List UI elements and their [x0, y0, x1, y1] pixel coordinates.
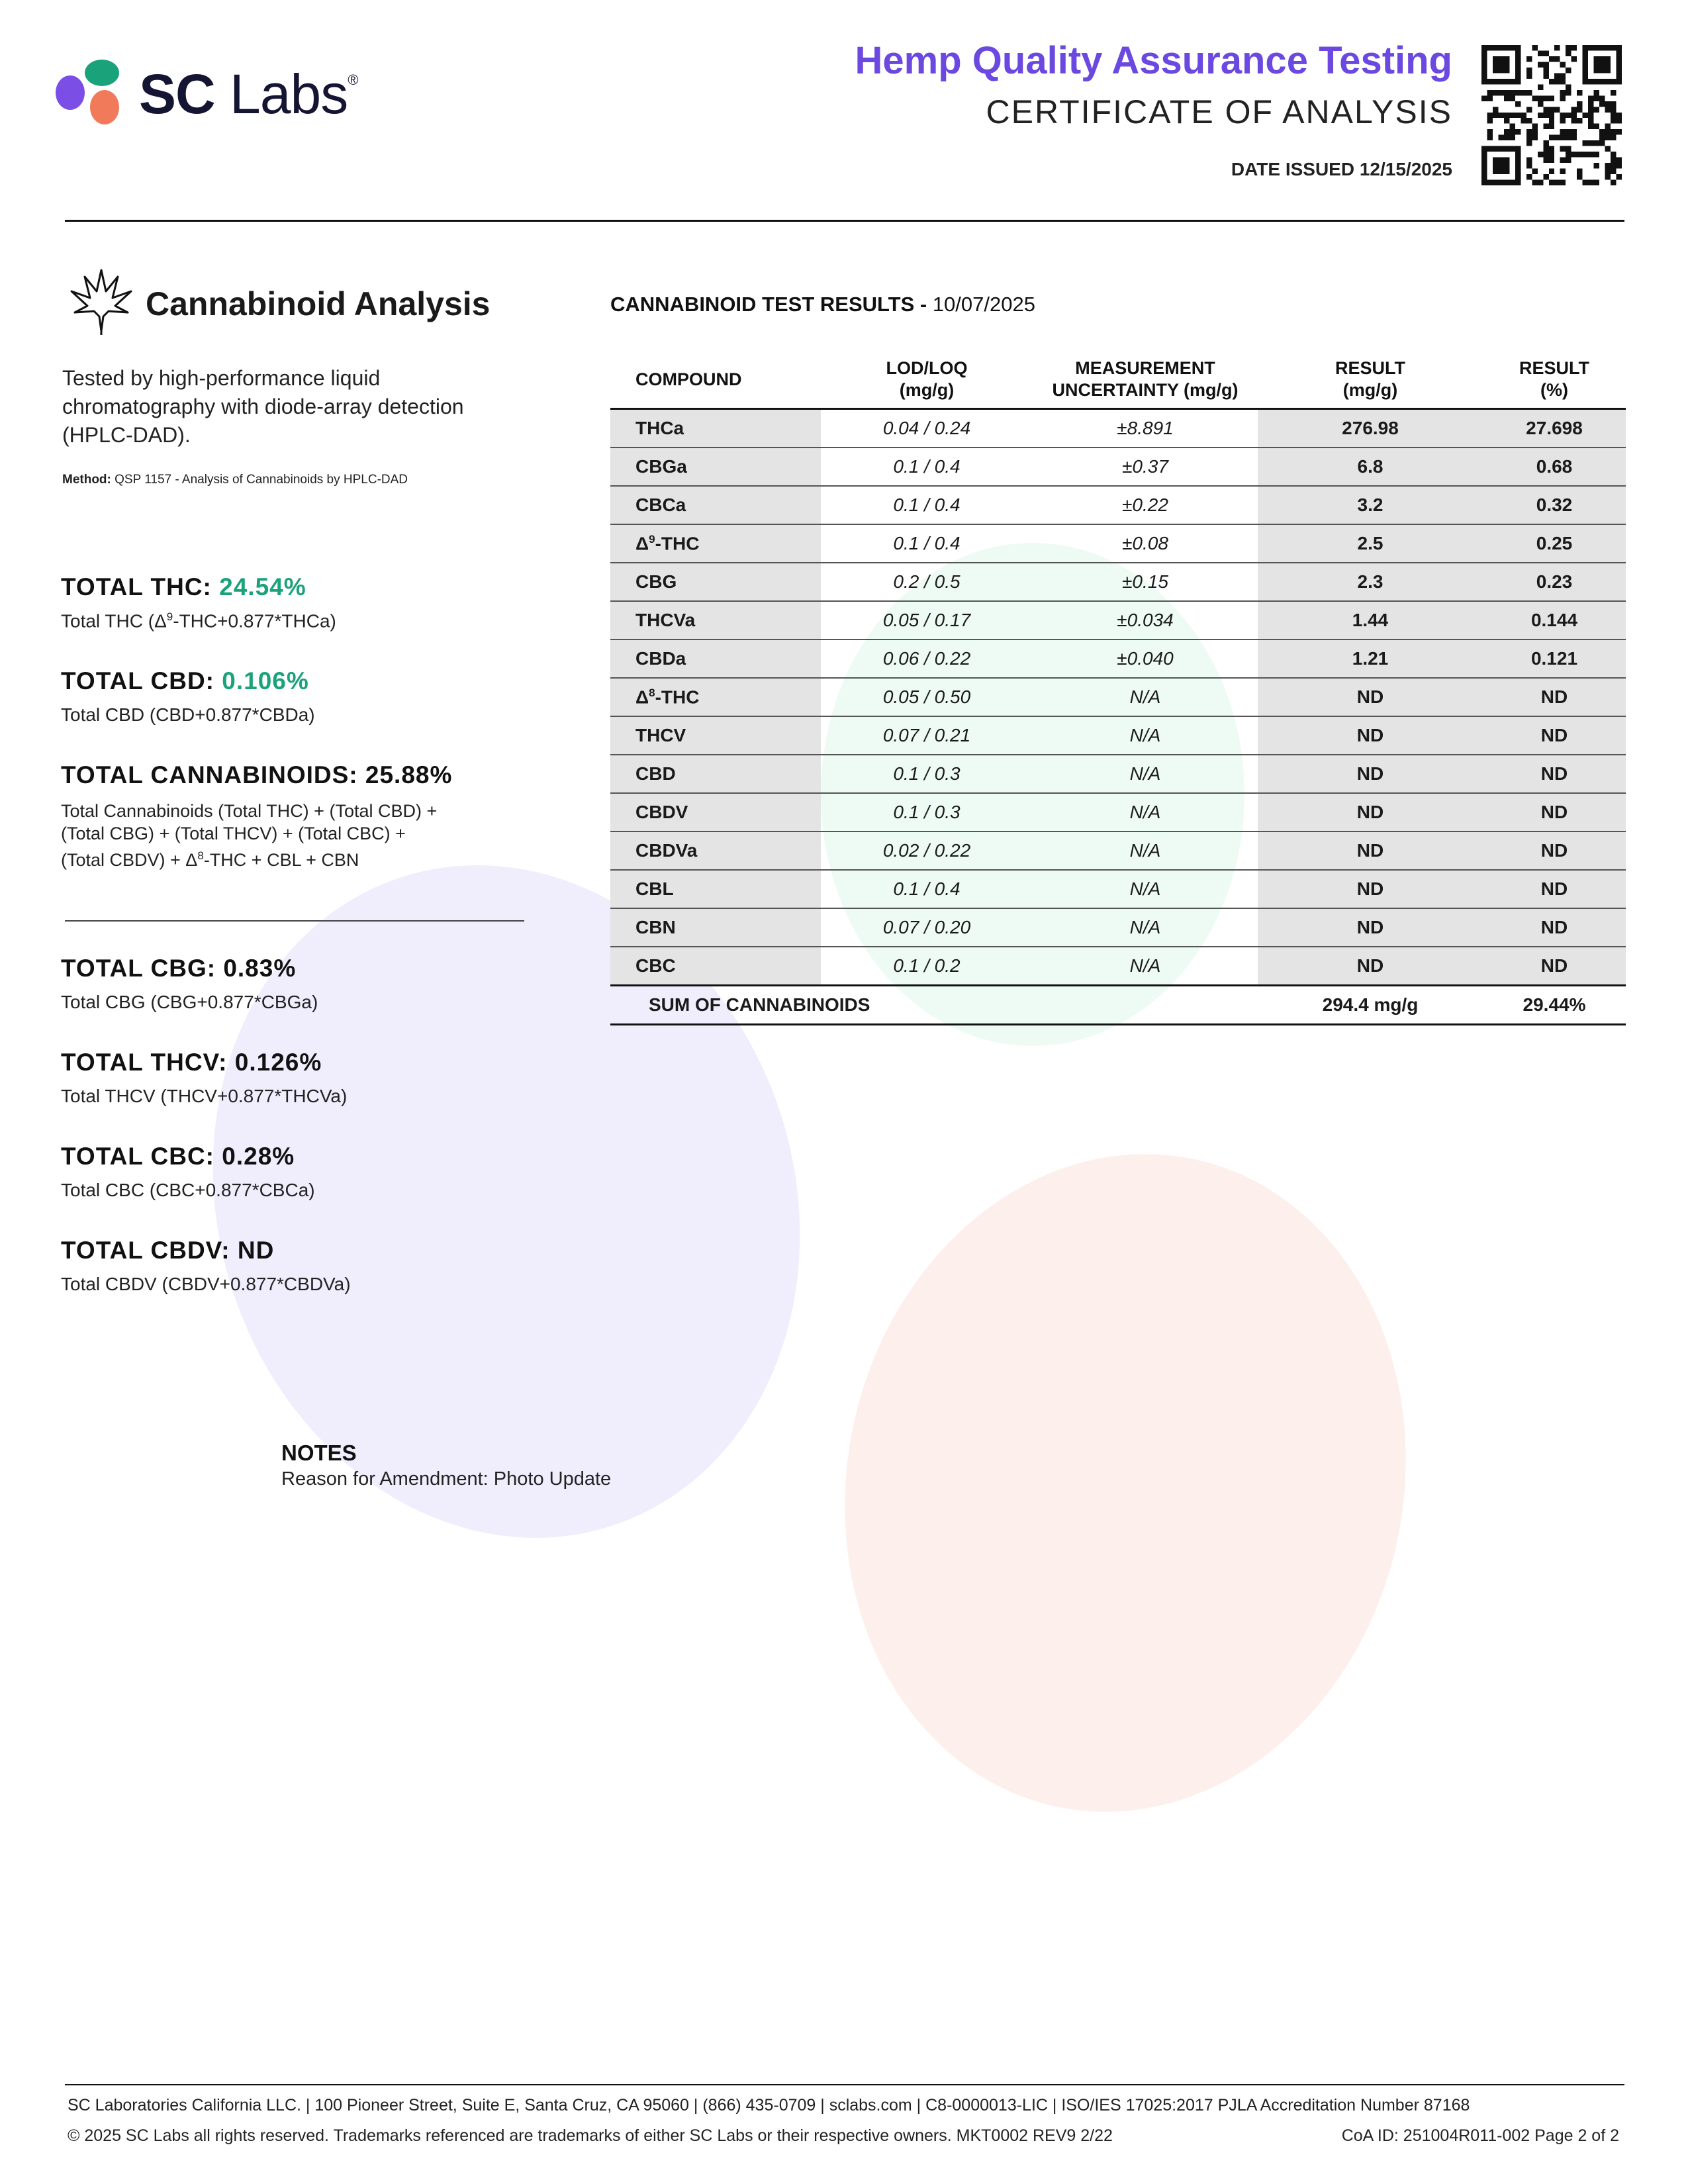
compound-cell: CBCa [610, 486, 821, 524]
table-header-row [610, 351, 1626, 409]
result-mg-cell: ND [1258, 716, 1483, 755]
uncertainty-cell: ±8.891 [1033, 409, 1258, 448]
lodloq-cell: 0.05 / 0.17 [821, 601, 1033, 640]
results-table [610, 351, 1626, 1025]
result-pct-cell: ND [1483, 755, 1626, 793]
table-row [610, 793, 1626, 831]
total-cbg: TOTAL CBG: 0.83% [61, 955, 297, 982]
table-row [610, 409, 1626, 448]
logo-text: SC Labs® [139, 63, 358, 125]
header-divider [65, 220, 1624, 222]
lodloq-cell: 0.06 / 0.22 [821, 640, 1033, 678]
table-row [610, 678, 1626, 716]
total-cbd-formula: Total CBD (CBD+0.877*CBDa) [61, 704, 315, 725]
sum-row [610, 986, 1626, 1025]
footer-divider [65, 2084, 1624, 2085]
uncertainty-cell: ±0.37 [1033, 448, 1258, 486]
compound-cell: CBN [610, 908, 821, 947]
result-pct-cell: ND [1483, 716, 1626, 755]
compound-cell: THCV [610, 716, 821, 755]
table-row [610, 831, 1626, 870]
col-lodloq: LOD/LOQ (mg/g) [886, 358, 968, 400]
table-row [610, 716, 1626, 755]
lodloq-cell: 0.1 / 0.2 [821, 947, 1033, 986]
result-pct-cell: ND [1483, 793, 1626, 831]
uncertainty-cell: N/A [1033, 793, 1258, 831]
lodloq-cell: 0.1 / 0.4 [821, 486, 1033, 524]
table-row [610, 486, 1626, 524]
sum-label: SUM OF CANNABINOIDS [610, 986, 1258, 1025]
uncertainty-cell: N/A [1033, 908, 1258, 947]
result-pct-cell: 0.25 [1483, 524, 1626, 563]
result-mg-cell: 1.21 [1258, 640, 1483, 678]
left-divider [65, 920, 524, 922]
table-row [610, 870, 1626, 908]
result-pct-cell: 0.68 [1483, 448, 1626, 486]
logo-mark-icon [56, 56, 135, 135]
col-compound: COMPOUND [635, 369, 742, 389]
result-pct-cell: ND [1483, 947, 1626, 986]
col-result-pct: RESULT (%) [1519, 358, 1589, 400]
result-mg-cell: 2.5 [1258, 524, 1483, 563]
lodloq-cell: 0.1 / 0.3 [821, 755, 1033, 793]
method-line: Method: QSP 1157 - Analysis of Cannabinoids by HPLC-DAD [62, 473, 408, 487]
notes-heading: NOTES [281, 1441, 357, 1465]
uncertainty-cell: ±0.034 [1033, 601, 1258, 640]
result-mg-cell: ND [1258, 870, 1483, 908]
lodloq-cell: 0.02 / 0.22 [821, 831, 1033, 870]
result-mg-cell: 6.8 [1258, 448, 1483, 486]
lodloq-cell: 0.2 / 0.5 [821, 563, 1033, 601]
result-mg-cell: 276.98 [1258, 409, 1483, 448]
table-row [610, 524, 1626, 563]
sum-mg: 294.4 mg/g [1258, 986, 1483, 1025]
uncertainty-cell: N/A [1033, 947, 1258, 986]
total-cbdv: TOTAL CBDV: ND [61, 1237, 275, 1264]
compound-cell: $\Delta^8$-THC [610, 678, 821, 716]
table-row [610, 601, 1626, 640]
total-cannabinoids: TOTAL CANNABINOIDS: 25.88% [61, 761, 453, 788]
lodloq-cell: 0.1 / 0.4 [821, 870, 1033, 908]
uncertainty-cell: N/A [1033, 755, 1258, 793]
lodloq-cell: 0.07 / 0.20 [821, 908, 1033, 947]
result-pct-cell: ND [1483, 678, 1626, 716]
report-subtitle: CERTIFICATE OF ANALYSIS [986, 93, 1452, 130]
uncertainty-cell: N/A [1033, 870, 1258, 908]
result-pct-cell: 0.32 [1483, 486, 1626, 524]
background-blob-orange [784, 1102, 1466, 1865]
result-mg-cell: ND [1258, 755, 1483, 793]
result-pct-cell: ND [1483, 831, 1626, 870]
compound-cell: THCa [610, 409, 821, 448]
total-cannabinoids-formula: Total Cannabinoids (Total THC) + (Total CBD) + (Total CBG) + (Total THCV) + (Total CBC) + (Total CBDV) + $\Delta^8$-THC + CBL + CBN [61, 801, 438, 870]
compound-cell: CBDa [610, 640, 821, 678]
col-uncertainty: MEASUREMENT UNCERTAINTY (mg/g) [1052, 358, 1239, 400]
lodloq-cell: 0.1 / 0.3 [821, 793, 1033, 831]
table-row [610, 908, 1626, 947]
result-mg-cell: ND [1258, 908, 1483, 947]
date-issued: DATE ISSUED 12/15/2025 [1231, 159, 1452, 179]
uncertainty-cell: N/A [1033, 716, 1258, 755]
result-mg-cell: ND [1258, 831, 1483, 870]
total-cbdv-formula: Total CBDV (CBDV+0.877*CBDVa) [61, 1274, 351, 1294]
total-cbc-formula: Total CBC (CBC+0.877*CBCa) [61, 1180, 315, 1200]
uncertainty-cell: ±0.15 [1033, 563, 1258, 601]
result-mg-cell: ND [1258, 947, 1483, 986]
result-pct-cell: 0.23 [1483, 563, 1626, 601]
col-result-mg: RESULT (mg/g) [1335, 358, 1405, 400]
lodloq-cell: 0.1 / 0.4 [821, 448, 1033, 486]
uncertainty-cell: ±0.22 [1033, 486, 1258, 524]
total-thc-formula: Total THC $(\Delta^9-THC+0.877*THCa)$ [61, 610, 336, 632]
compound-cell: CBDVa [610, 831, 821, 870]
compound-cell: CBDV [610, 793, 821, 831]
footer-address: SC Laboratories California LLC. | 100 Pioneer Street, Suite E, Santa Cruz, CA 95060 | (866) 435-0709 | sclabs.com | C8-0000013-LIC | ISO/IES 17025:2017 PJLA Accreditation Number 87168 [68, 2096, 1470, 2114]
lodloq-cell: 0.04 / 0.24 [821, 409, 1033, 448]
compound-cell: CBGa [610, 448, 821, 486]
table-row [610, 755, 1626, 793]
total-thcv: TOTAL THCV: 0.126% [61, 1049, 322, 1076]
sc-labs-logo [56, 56, 360, 135]
footer-coa-id: CoA ID: 251004R011-002 Page 2 of 2 [1341, 2126, 1619, 2145]
result-mg-cell: 2.3 [1258, 563, 1483, 601]
result-mg-cell: 3.2 [1258, 486, 1483, 524]
result-pct-cell: ND [1483, 908, 1626, 947]
result-pct-cell: ND [1483, 870, 1626, 908]
compound-cell: CBG [610, 563, 821, 601]
table-row [610, 448, 1626, 486]
lodloq-cell: 0.07 / 0.21 [821, 716, 1033, 755]
lodloq-cell: 0.05 / 0.50 [821, 678, 1033, 716]
compound-cell: CBC [610, 947, 821, 986]
compound-cell: $\Delta^9$-THC [610, 524, 821, 563]
compound-cell: CBD [610, 755, 821, 793]
cannabis-leaf-icon [65, 265, 138, 338]
result-pct-cell: 0.121 [1483, 640, 1626, 678]
table-row [610, 640, 1626, 678]
total-thcv-formula: Total THCV (THCV+0.877*THCVa) [61, 1086, 348, 1106]
total-cbc: TOTAL CBC: 0.28% [61, 1143, 295, 1170]
result-mg-cell: ND [1258, 793, 1483, 831]
uncertainty-cell: N/A [1033, 831, 1258, 870]
compound-cell: CBL [610, 870, 821, 908]
table-row [610, 947, 1626, 986]
total-cbg-formula: Total CBG (CBG+0.877*CBGa) [61, 992, 318, 1012]
sum-pct: 29.44% [1483, 986, 1626, 1025]
total-cbd: TOTAL CBD: 0.106% [61, 667, 309, 694]
result-mg-cell: ND [1258, 678, 1483, 716]
section-title: Cannabinoid Analysis [146, 285, 491, 322]
section-description: Tested by high-performance liquid chromatography with diode-array detection (HPLC-DAD). [62, 366, 464, 447]
lodloq-cell: 0.1 / 0.4 [821, 524, 1033, 563]
result-mg-cell: 1.44 [1258, 601, 1483, 640]
total-thc: TOTAL THC: 24.54% [61, 573, 306, 600]
notes-text: Reason for Amendment: Photo Update [281, 1468, 612, 1490]
uncertainty-cell: ±0.040 [1033, 640, 1258, 678]
result-pct-cell: 0.144 [1483, 601, 1626, 640]
result-pct-cell: 27.698 [1483, 409, 1626, 448]
uncertainty-cell: N/A [1033, 678, 1258, 716]
qr-code[interactable] [1481, 45, 1622, 185]
results-heading: CANNABINOID TEST RESULTS - 10/07/2025 [610, 293, 1035, 316]
footer-copyright: © 2025 SC Labs all rights reserved. Trademarks referenced are trademarks of either SC Labs or their respective owners. MKT0002 REV9 2/22 [68, 2126, 1113, 2145]
compound-cell: THCVa [610, 601, 821, 640]
report-title: Hemp Quality Assurance Testing [855, 39, 1452, 82]
uncertainty-cell: ±0.08 [1033, 524, 1258, 563]
table-row [610, 563, 1626, 601]
